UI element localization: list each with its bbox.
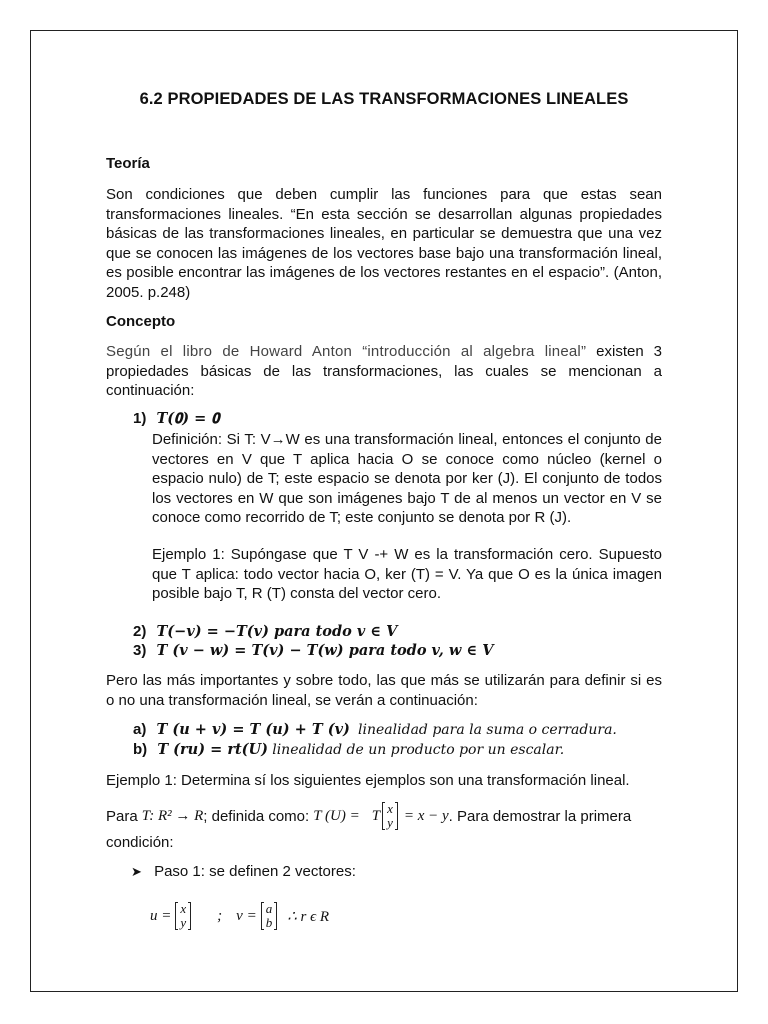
heading-concepto: Concepto	[106, 313, 176, 330]
step-1-item	[131, 863, 356, 880]
vector-v-label: v =	[236, 907, 257, 924]
paragraph-ejemplo-1: Ejemplo 1: Determina sí los siguientes ejemplos son una transformación lineal.	[106, 772, 630, 789]
para-t-text-2: ; definida como:	[203, 807, 310, 825]
property-a-description: linealidad para la suma o cerradura.	[358, 722, 617, 738]
property-3-number: 3)	[133, 642, 147, 659]
vector-u-x: x	[180, 901, 187, 916]
step-1-text: Paso 1: se definen 2 vectores:	[154, 863, 356, 880]
vector-u-y: y	[180, 915, 187, 930]
property-2	[133, 623, 397, 640]
vector-v-a: a	[265, 901, 273, 916]
property-1-number: 1)	[133, 410, 147, 427]
paragraph-pero: Pero las más importantes y sobre todo, las que más se utilizarán para definir si es o no una transformación lineal, se verán a continuación:	[106, 672, 662, 709]
para-t-mapping: T: R² → R	[141, 807, 204, 824]
property-3-formula: T (v − w) = T(v) − T(w) para todo v, w ∈ V	[156, 642, 494, 659]
page-title: 6.2 PROPIEDADES DE LAS TRANSFORMACIONES LINEALES	[139, 90, 629, 108]
property-1	[133, 410, 219, 427]
property-b-description: linealidad de un producto por un escalar.	[272, 742, 565, 758]
para-t-matrix	[382, 802, 398, 830]
para-t-text-3: . Para demostrar la primera	[448, 807, 632, 825]
property-2-number: 2)	[133, 623, 147, 640]
heading-teoria: Teoría	[106, 155, 150, 172]
property-b	[133, 741, 564, 758]
property-1-example: Ejemplo 1: Supóngase que T V -+ W es la transformación cero. Supuesto que T aplica: todo vector hacia O, ker (T) = V. Ya que O es la única imagen posible bajo T, R (T) consta del vector cero.	[152, 546, 662, 602]
property-a-formula: T (u + v) = T (u) + T (v)	[156, 721, 350, 738]
teoria-quote: “En esta sección se desarrollan algunas propiedades básicas de las transformaciones lineales, en particular se demuestra que una vez que se conocen las imágenes de los vectores base bajo una transformación lineal, es posible encontrar las imágenes de los vectores restantes en el espacio”. (Anton, 2005. p.248)	[106, 205, 662, 301]
para-t-matrix-y: y	[387, 815, 393, 830]
para-t-tu: T (U) =	[313, 807, 360, 824]
vector-separator: ;	[217, 907, 223, 924]
vector-u-label: u =	[150, 907, 172, 924]
property-b-formula: T (ru) = rt(U)	[157, 741, 269, 758]
concepto-text: existen 3 propiedades básicas de las transformaciones, las cuales se mencionan a continuación:	[106, 343, 662, 399]
property-b-number: b)	[133, 741, 148, 758]
property-1-formula: T(𝟎) = 𝟎	[156, 410, 220, 427]
para-t-t: T	[371, 807, 381, 824]
property-3	[133, 642, 493, 659]
bullet-arrow-icon: ➤	[131, 864, 142, 879]
para-t-matrix-x: x	[387, 801, 393, 816]
para-t-continuation: condición:	[106, 834, 174, 851]
para-t-rhs: = x − y	[403, 807, 449, 824]
paragraph-concepto	[106, 342, 662, 401]
vector-u-matrix	[175, 902, 191, 930]
concepto-citation: Según el libro de Howard Anton “introducción al algebra lineal”	[106, 343, 587, 360]
vector-scalar-note: ∴ r ϵ R	[287, 908, 330, 925]
vector-definitions	[150, 898, 329, 934]
property-a-number: a)	[133, 721, 147, 738]
para-t-text-1: Para	[106, 807, 138, 825]
paragraph-para-t	[106, 800, 631, 832]
vector-v-b: b	[265, 915, 273, 930]
vector-v-matrix	[261, 902, 278, 930]
paragraph-teoria	[106, 185, 662, 302]
property-2-formula: T(−v) = −T(v) para todo v ∈ V	[156, 623, 398, 640]
property-1-definition: Definición: Si T: V→W es una transformación lineal, entonces el conjunto de vectores en V que T aplica hacia O se conoce como núcleo (kernel o espacio nulo) de T; este espacio se denota por ker (J). El conjunto de todos los vectores en W que son imágenes bajo T de al menos un vector en V se conoce como recorrido de T; este conjunto se denota por R (J).	[152, 431, 662, 526]
teoria-text: Son condiciones que deben cumplir las funciones para que estas sean transformaciones lineales.	[106, 186, 662, 223]
property-a	[133, 721, 617, 738]
